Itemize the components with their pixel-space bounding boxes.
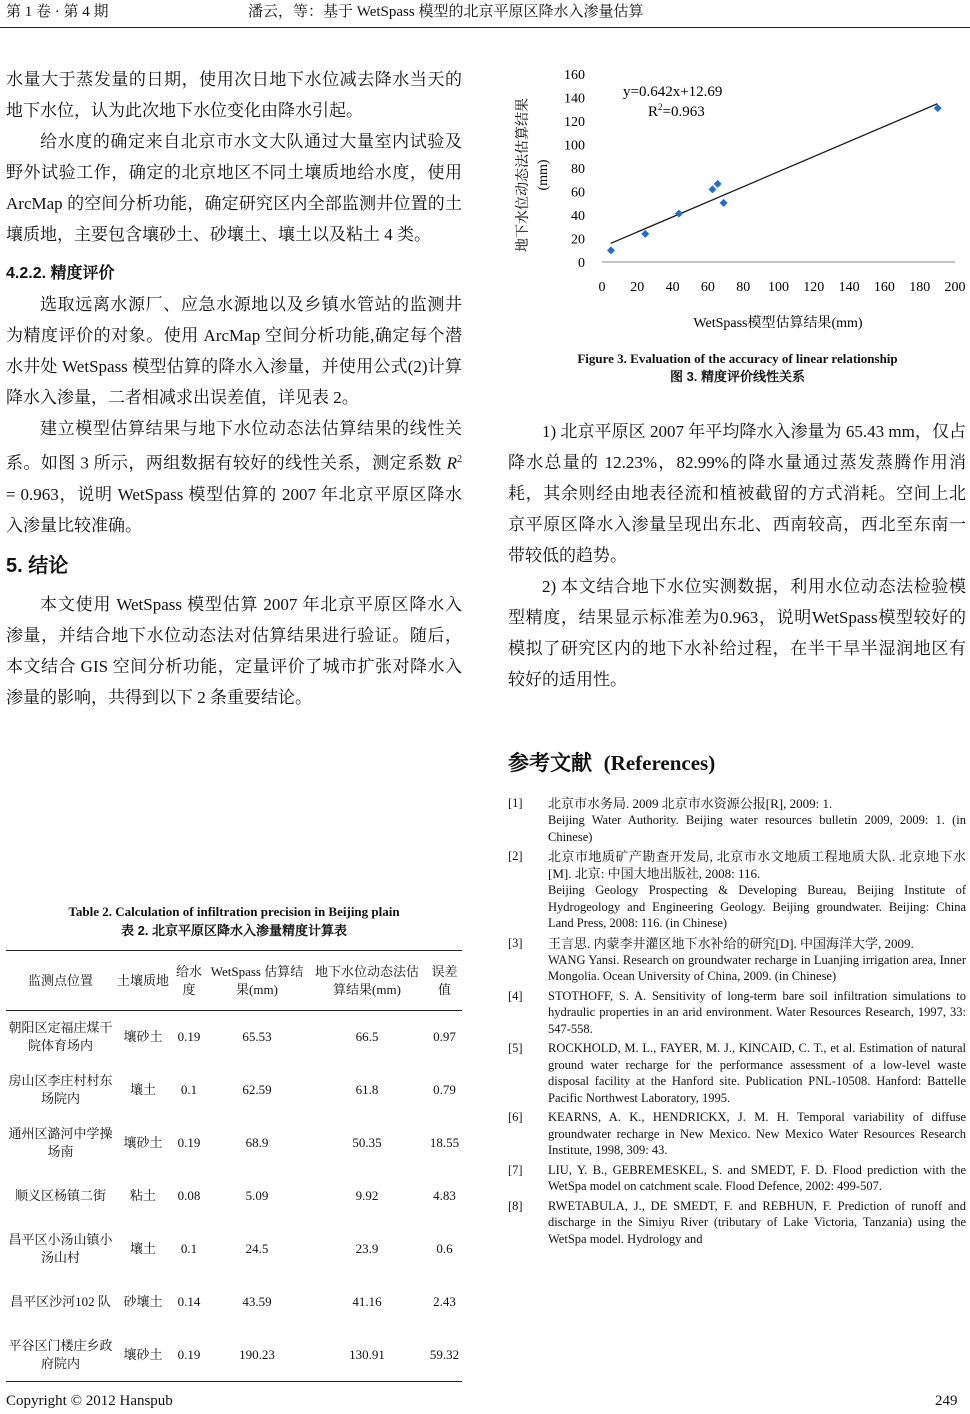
conclusion-1: 1) 北京平原区 2007 年平均降水入渗量为 65.43 mm，仅占降水总量的 12.23%，82.99%的降水量通过蒸发蒸腾作用消耗，其余则经由地表径流和植被截留的方式消耗。空间上北京平原区降水入渗量呈现出东北、西南较高，西北至东南一带较低的趋势。 bbox=[508, 422, 966, 565]
data-point bbox=[607, 246, 615, 254]
r-squared-label: $R^2=0.963$ bbox=[648, 102, 705, 120]
table-row bbox=[6, 1011, 462, 1064]
reference-item bbox=[508, 795, 966, 845]
reference-item bbox=[508, 1040, 966, 1106]
reference-text-en: RWETABULA, J., DE SMEDT, F. and REBHUN, F. Prediction of runoff and discharge in the Simiyu River (tributary of Lake Victoria, Tanzania) using the WetSpa model. Hydrology and bbox=[548, 1198, 966, 1246]
data-point bbox=[720, 199, 728, 207]
data-point bbox=[708, 185, 716, 193]
x-tick-label: 180 bbox=[909, 280, 931, 295]
table-cell: 68.9 bbox=[245, 1135, 269, 1150]
references-list bbox=[508, 795, 966, 1250]
paragraph: 给水度的确定来自北京市水文大队通过大量室内试验及野外试验工作，确定的北京地区不同土壤质地给水度，使用 ArcMap 的空间分析功能，确定研究区内全部监测井位置的土壤质地，主要包含壤砂土、砂壤土、壤土以及粘土 4 类。 bbox=[6, 132, 462, 244]
reference-text-zh: 王言思. 内蒙李井灌区地下水补给的研究[D]. 中国海洋大学, 2009. bbox=[548, 935, 914, 951]
table-cell: 62.59 bbox=[242, 1082, 272, 1097]
data-point bbox=[641, 230, 649, 238]
y-tick-label: 40 bbox=[571, 209, 585, 224]
table-cell: 0.19 bbox=[177, 1029, 201, 1045]
table-caption: Table 2. Calculation of infiltration precision in Beijing plain 表 2. 北京平原区降水入渗量精度计算表 bbox=[68, 904, 400, 938]
reference-number: [2] bbox=[508, 849, 523, 863]
table-cell: 壤土 bbox=[129, 1241, 156, 1256]
table-row bbox=[6, 1329, 462, 1382]
data-point bbox=[675, 210, 683, 218]
section-heading-5: 5. 结论 bbox=[6, 554, 69, 577]
reference-text-en: WANG Yansi. Research on groundwater recharge in Luanjing irrigation area, Inner Mongolia. Ocean University of China, 2009. (in Chinese) bbox=[548, 952, 966, 983]
y-tick-label: 60 bbox=[571, 185, 585, 201]
trendline bbox=[611, 104, 938, 244]
reference-item bbox=[508, 935, 966, 985]
x-tick-label: 20 bbox=[630, 280, 645, 295]
table-cell: 50.35 bbox=[352, 1135, 382, 1150]
y-tick-label: 100 bbox=[564, 138, 585, 154]
reference-item bbox=[508, 988, 966, 1038]
references-heading: 参考文献 (References) bbox=[508, 751, 716, 775]
table-cell: 61.8 bbox=[355, 1082, 379, 1097]
x-tick-label: 80 bbox=[736, 280, 751, 295]
table-cell: 0.79 bbox=[433, 1082, 456, 1097]
table-cell: 通州区潞河中学操场南 bbox=[8, 1126, 113, 1159]
reference-item bbox=[508, 1109, 966, 1159]
x-tick-label: 60 bbox=[700, 280, 715, 295]
table-cell: 顺义区杨镇二街 bbox=[14, 1188, 106, 1203]
reference-number: [7] bbox=[508, 1162, 523, 1177]
paragraph: 水量大于蒸发量的日期，使用次日地下水位减去降水当天的地下水位，认为此次地下水位变化由降水引起。 bbox=[6, 70, 462, 120]
header-rule bbox=[0, 27, 970, 28]
section-heading-4-2-2: 4.2.2. 精度评价 bbox=[6, 265, 115, 282]
reference-text-zh: 北京市地质矿产勘查开发局, 北京市水文地质工程地质大队. 北京地下水[M]. 北京: 中国大地出版社, 2008: 116. bbox=[548, 849, 966, 881]
paragraph: 建立模型估算结果与地下水位动态法估算结果的线性关系。如图 3 所示，两组数据有较好的线性关系，测定系数 $R^2 = 0.963$，说明 WetSpass 模型估算的 2007 年北京平原区降水入渗量比较准确。 bbox=[6, 419, 462, 535]
footer-copyright: Copyright © 2012 Hanspub bbox=[6, 1393, 173, 1409]
reference-item bbox=[508, 848, 966, 932]
table-cell: 190.23 bbox=[239, 1346, 275, 1362]
table-header-cell: 监测点位置 bbox=[27, 972, 93, 988]
reference-number: [1] bbox=[508, 796, 523, 810]
table-row bbox=[6, 1117, 462, 1170]
table-cell: 23.9 bbox=[355, 1241, 379, 1256]
y-tick-label: 20 bbox=[571, 232, 585, 248]
table-cell: 壤砂土 bbox=[123, 1029, 163, 1045]
reference-item bbox=[508, 1162, 966, 1195]
y-axis-label: 地下水位动态法估算结果 (mm) bbox=[516, 98, 551, 252]
conclusion-2: 2) 本文结合地下水位实测数据，利用水位动态法检验模型精度，结果显示标准差为0.963，说明WetSpass模型较好的模拟了研究区内的地下水补给过程，在半干旱半湿润地区有较好的适用性。 bbox=[508, 577, 966, 689]
table-cell: 65.53 bbox=[242, 1029, 272, 1045]
table-cell: 24.5 bbox=[245, 1241, 269, 1256]
table-row bbox=[6, 1223, 462, 1276]
reference-number: [3] bbox=[508, 935, 523, 950]
left-column bbox=[6, 64, 462, 713]
x-tick-label: 0 bbox=[598, 280, 606, 295]
table-header-cell: 地下水位动态法估算结果(mm) bbox=[314, 963, 419, 997]
trendline-equation: y=0.642x+12.69 bbox=[623, 84, 723, 100]
table-cell: 0.6 bbox=[436, 1241, 453, 1256]
table-row bbox=[6, 1170, 462, 1223]
table-cell: 0.14 bbox=[177, 1294, 201, 1309]
table-header-cell: 土壤质地 bbox=[117, 972, 170, 988]
table-cell: 昌平区小汤山镇小汤山村 bbox=[8, 1232, 113, 1265]
table-cell: 砂壤土 bbox=[123, 1294, 163, 1309]
table-cell: 昌平区沙河102 队 bbox=[10, 1294, 111, 1309]
table-cell: 粘土 bbox=[129, 1188, 156, 1203]
right-column bbox=[508, 416, 966, 695]
table-cell: 5.09 bbox=[245, 1188, 269, 1203]
paragraph: 本文使用 WetSpass 模型估算 2007 年北京平原区降水入渗量，并结合地下水位动态法对估算结果进行验证。随后，本文结合 GIS 空间分析功能，定量评价了城市扩张对降水入渗量的影响，共得到以下 2 条重要结论。 bbox=[6, 594, 462, 707]
table-cell: 0.1 bbox=[180, 1241, 198, 1256]
table-header-cell: 误差值 bbox=[431, 963, 458, 997]
reference-text-en: STOTHOFF, S. A. Sensitivity of long-term bare soil infiltration simulations to hydraulic properties in an arid environment. Water Resources Research, 1997, 33: 547-558. bbox=[548, 988, 966, 1036]
table-cell: 0.08 bbox=[177, 1188, 201, 1203]
x-axis-label: WetSpass模型估算结果(mm) bbox=[693, 316, 863, 331]
table-cell: 壤土 bbox=[129, 1082, 156, 1097]
table-cell: 0.19 bbox=[177, 1135, 201, 1150]
reference-number: [6] bbox=[508, 1110, 523, 1124]
figure-caption: Figure 3. Evaluation of the accuracy of linear relationship 图 3. 精度评价线性关系 bbox=[577, 351, 898, 384]
table-cell: 2.43 bbox=[433, 1294, 456, 1309]
y-tick-label: 160 bbox=[564, 68, 585, 83]
table-cell: 壤砂土 bbox=[123, 1135, 163, 1150]
x-tick-label: 40 bbox=[665, 280, 680, 295]
x-tick-label: 160 bbox=[873, 280, 895, 295]
reference-number: [4] bbox=[508, 988, 523, 1003]
table-cell: 4.83 bbox=[433, 1188, 456, 1203]
y-tick-label: 120 bbox=[564, 115, 585, 130]
table-cell: 壤砂土 bbox=[123, 1346, 163, 1362]
y-tick-label: 80 bbox=[571, 162, 585, 177]
reference-number: [5] bbox=[508, 1041, 523, 1055]
x-tick-label: 120 bbox=[803, 280, 825, 295]
reference-text-en: LIU, Y. B., GEBREMESKEL, S. and SMEDT, F. D. Flood prediction with the WetSpa model on catchment scale. Flood Defence, 2002: 499-507. bbox=[548, 1162, 966, 1193]
table-cell: 59.32 bbox=[429, 1346, 460, 1362]
table-cell: 43.59 bbox=[242, 1294, 272, 1309]
y-tick-label: 0 bbox=[578, 256, 585, 271]
running-header-issue: 第 1 卷 · 第 4 期 bbox=[6, 4, 109, 20]
reference-text-en: ROCKHOLD, M. L., FAYER, M. J., KINCAID, C. T., et al. Estimation of natural ground water recharge for the performance assessment of a low-level waste disposal facility at the Hanford site. Publication PNL-10508. Hanford: Battelle Pacific Northwest Laboratory, 1995. bbox=[548, 1041, 966, 1105]
table-header-cell: WetSpass 估算结果(mm) bbox=[210, 963, 304, 997]
reference-text-zh: 北京市水务局. 2009 北京市水资源公报[R], 2009: 1. bbox=[548, 796, 833, 811]
data-point bbox=[714, 180, 722, 188]
paragraph: 选取远离水源厂、应急水源地以及乡镇水管站的监测井为精度评价的对象。使用 ArcMap 空间分析功能,确定每个潜水井处 WetSpass 模型估算的降水入渗量，并使用公式(2)计算降水入渗量，二者相减求出误差值，详见表 2。 bbox=[6, 295, 462, 407]
footer-page-number: 249 bbox=[935, 1393, 958, 1409]
y-tick-label: 140 bbox=[564, 91, 585, 107]
precision-table bbox=[6, 950, 462, 1382]
table-cell: 房山区李庄村村东场院内 bbox=[8, 1073, 113, 1106]
reference-text-en: Beijing Water Authority. Beijing water resources bulletin 2009, 2009: 1. (in Chinese) bbox=[548, 813, 966, 844]
scatter-chart bbox=[505, 55, 970, 345]
x-tick-label: 100 bbox=[768, 280, 789, 295]
reference-item bbox=[508, 1198, 966, 1248]
table-cell: 18.55 bbox=[429, 1135, 460, 1150]
table-cell: 朝阳区定福庄煤干院体育场内 bbox=[8, 1020, 113, 1054]
reference-text-en: KEARNS, A. K., HENDRICKX, J. M. H. Temporal variability of diffuse groundwater recharge in New Mexico. New Mexico Water Resources Research Institute, 1998, 309: 43. bbox=[548, 1110, 966, 1157]
reference-text-en: Beijing Geology Prospecting & Developing Bureau, Beijing Institute of Hydrogeology and Engineering Geology. Beijing groundwater. Beijing: China Land Press, 2008: 116. (in Chinese) bbox=[548, 883, 966, 930]
table-row bbox=[6, 1276, 462, 1329]
running-header-title: 潘云，等：基于 WetSpass 模型的北京平原区降水入渗量估算 bbox=[248, 4, 644, 20]
x-tick-label: 200 bbox=[944, 280, 966, 295]
table-row bbox=[6, 1064, 462, 1117]
table-cell: 平谷区门楼庄乡政府院内 bbox=[8, 1337, 113, 1371]
x-tick-label: 140 bbox=[838, 280, 860, 295]
table-cell: 0.97 bbox=[433, 1029, 456, 1045]
table-cell: 9.92 bbox=[355, 1188, 379, 1203]
reference-number: [8] bbox=[508, 1198, 523, 1213]
table-cell: 66.5 bbox=[355, 1029, 379, 1045]
table-cell: 0.19 bbox=[177, 1346, 201, 1362]
table-cell: 41.16 bbox=[352, 1294, 382, 1309]
table-cell: 130.91 bbox=[349, 1346, 385, 1362]
table-header-cell: 给水度 bbox=[175, 963, 202, 997]
table-cell: 0.1 bbox=[180, 1082, 198, 1097]
